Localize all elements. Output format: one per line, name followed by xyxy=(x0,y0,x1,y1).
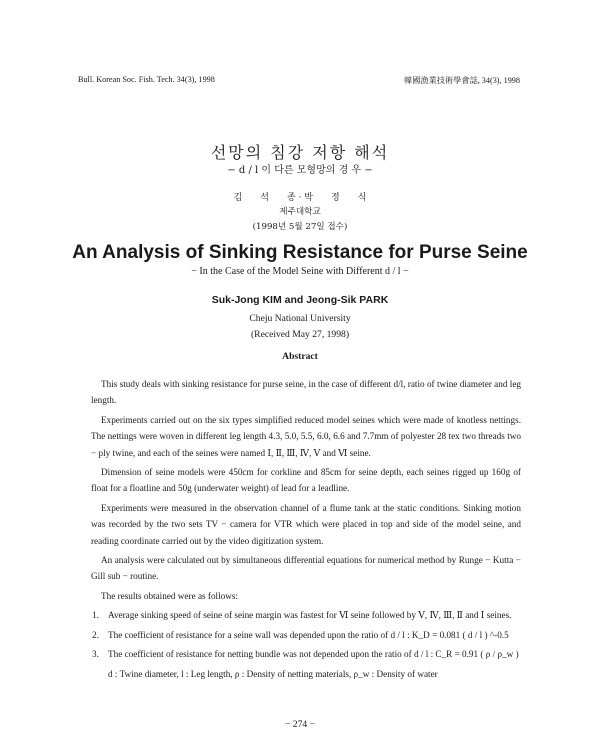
result-text: The coefficient of resistance for netting bundle was not depended upon the ratio of d / l : C_R = 0.91 ( ρ / ρ_w ) xyxy=(108,649,519,660)
journal-header-english: Bull. Korean Soc. Fish. Tech. 34(3), 1998 xyxy=(78,75,215,84)
result-item xyxy=(91,607,521,623)
result-item xyxy=(91,646,521,662)
page-number: − 274 − xyxy=(284,719,315,730)
english-affiliation: Cheju National University xyxy=(249,313,351,324)
result-text: Average sinking speed of seine of seine margin was fastest for Ⅵ seine followed by Ⅴ, Ⅳ, Ⅲ, Ⅱ and Ⅰ seines. xyxy=(108,610,512,621)
result-text: The coefficient of resistance for a seine wall was depended upon the ratio of d / l : K_D = 0.081 ( d / l ) ^-0.5 xyxy=(108,629,509,640)
abstract-heading: Abstract xyxy=(282,351,318,362)
korean-author-part: 식 xyxy=(357,193,367,203)
korean-author-part: 종 · 박 xyxy=(287,193,313,203)
results-list xyxy=(91,607,521,662)
english-authors: Suk-Jong KIM and Jeong-Sik PARK xyxy=(211,294,389,306)
journal-header-korean: 韓國漁業技術學會誌, 34(3), 1998 xyxy=(404,76,520,85)
korean-title: 선망의 침강 저항 해석 xyxy=(210,143,390,162)
result-item xyxy=(91,627,521,643)
korean-authors xyxy=(0,190,600,203)
result-number: 2. xyxy=(92,629,99,640)
abstract-paragraph: An analysis were calculated out by simultaneous differential equations for numerical method by Runge − Kutta − Gill sub − routine. xyxy=(91,555,521,582)
result-number: 3. xyxy=(92,649,99,660)
abstract-paragraph: The results obtained were as follows: xyxy=(101,590,239,601)
korean-affiliation: 제주대학교 xyxy=(279,207,321,217)
english-subtitle: − In the Case of the Model Seine with Different d / l − xyxy=(191,266,409,277)
korean-author-part: 정 xyxy=(330,193,340,203)
symbol-definitions: d : Twine diameter, l : Leg length, ρ : Density of netting materials, ρ_w : Density of water xyxy=(108,668,438,679)
abstract-paragraph: This study deals with sinking resistance for purse seine, in the case of different d/l, ratio of twine diameter and leg length. xyxy=(91,379,521,406)
korean-author-part: 석 xyxy=(260,193,269,203)
korean-author-part: 김 xyxy=(233,193,243,203)
korean-subtitle: − d / l 이 다른 모형망의 경 우 − xyxy=(227,165,373,176)
abstract-body xyxy=(91,376,521,682)
korean-received-date: (1998년 5월 27일 접수) xyxy=(252,222,348,232)
abstract-paragraph: Experiments carried out on the six types simplified reduced model seines which were made of knotless nettings. The nettings were woven in different leg length 4.3, 5.0, 5.5, 6.0, 6.6 and 7.7mm of polyester 28 tex two threads two − ply twine, and each of the seines were named Ⅰ, Ⅱ, Ⅲ, Ⅳ, Ⅴ and Ⅵ seine. xyxy=(91,414,521,458)
abstract-paragraph: Dimension of seine models were 450cm for corkline and 85cm for seine depth, each seines rigged up 160g of float for a floatline and 50g (underwater weight) of lead for a leadline. xyxy=(91,467,521,494)
english-received-date: (Received May 27, 1998) xyxy=(250,329,350,340)
result-number: 1. xyxy=(92,610,99,621)
abstract-paragraph: Experiments were measured in the observation channel of a flume tank at the static conditions. Sinking motion was recorded by the two sets TV − camera for VTR which were placed in top and side of the model seine, and reading coordinate carried out by the video digitization system. xyxy=(91,502,521,546)
english-title: An Analysis of Sinking Resistance for Purse Seine xyxy=(72,242,528,263)
